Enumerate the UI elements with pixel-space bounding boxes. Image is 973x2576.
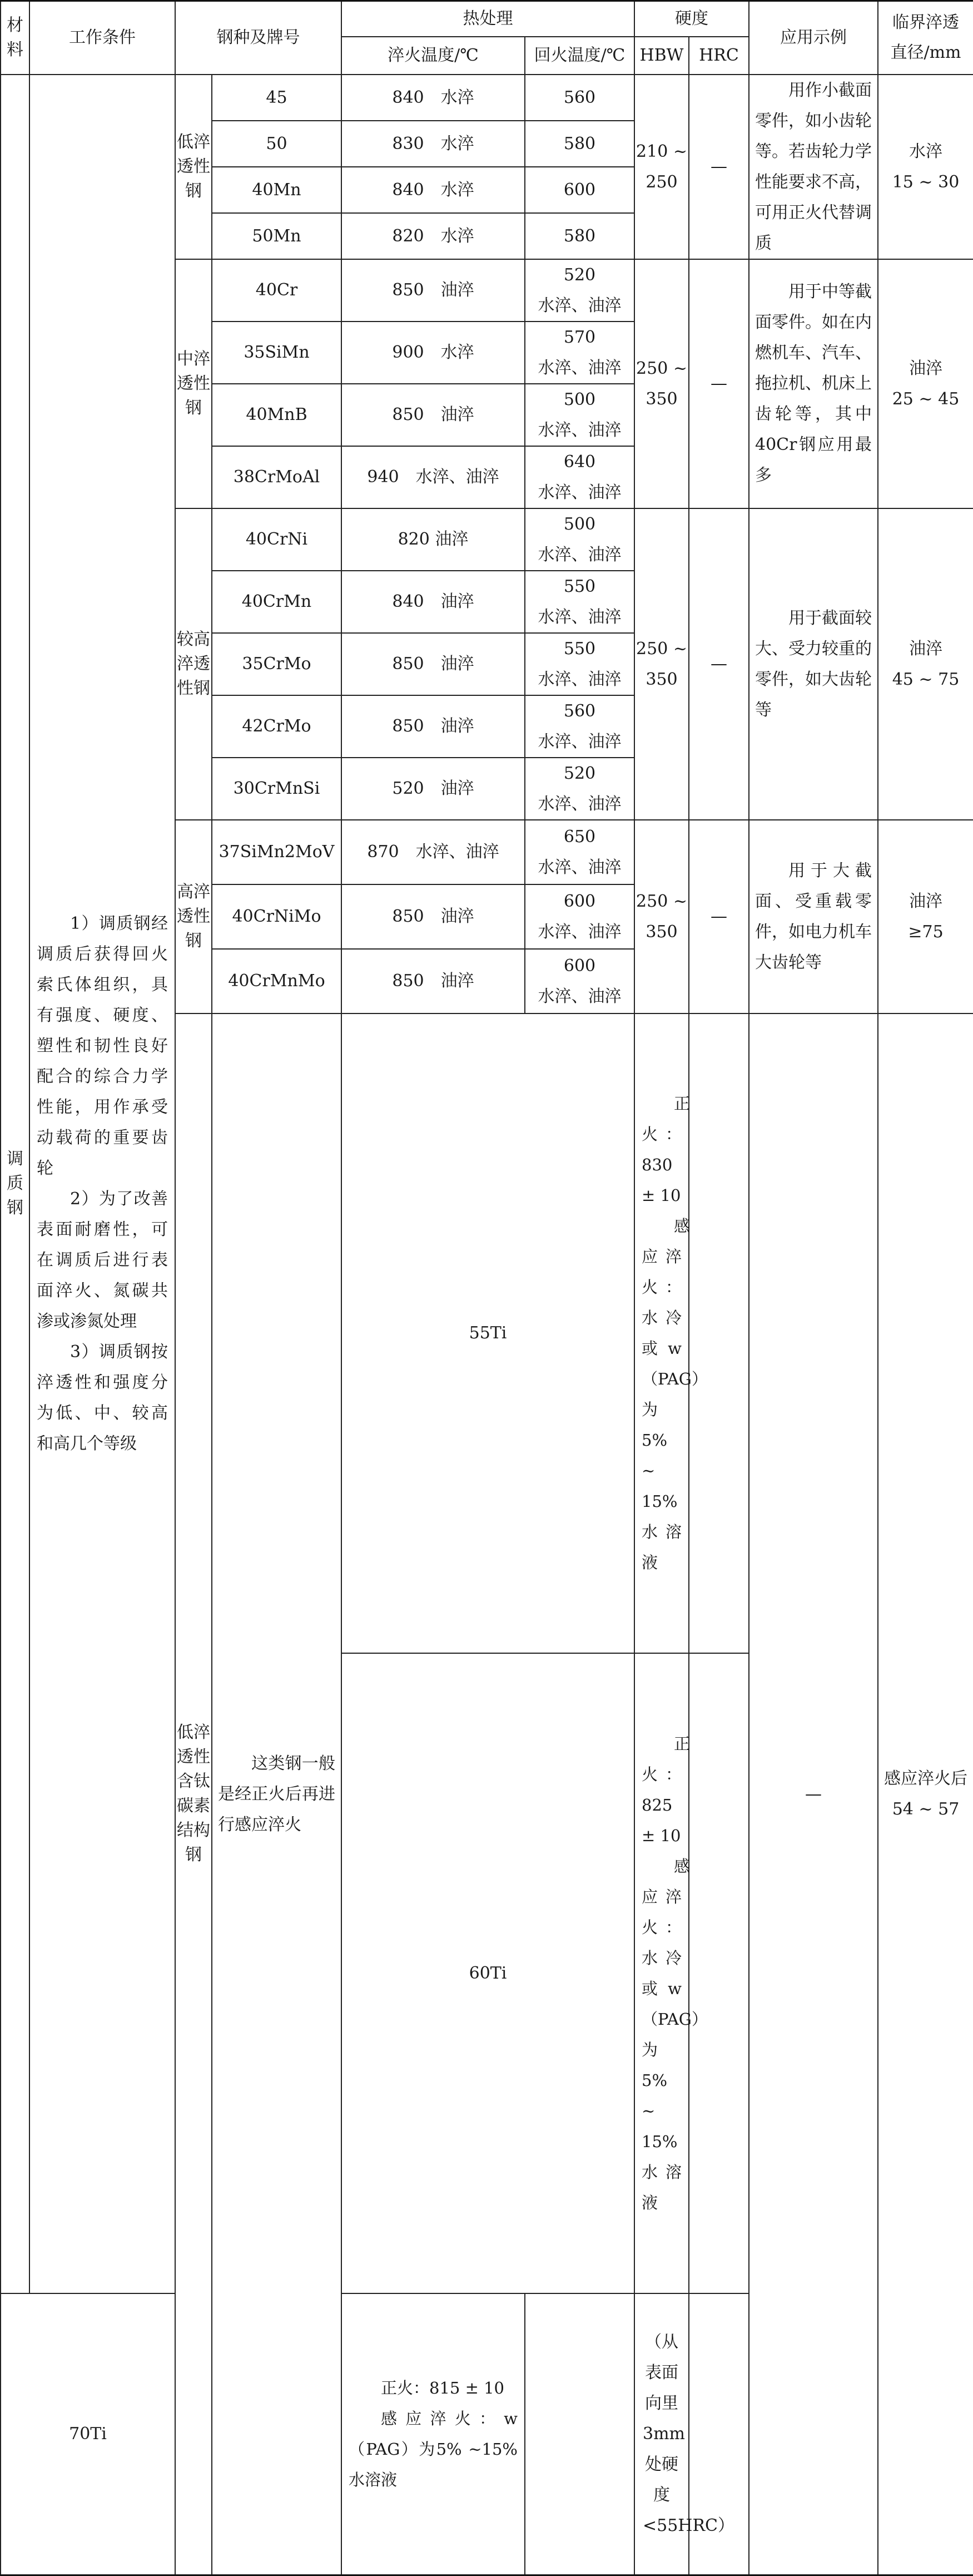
header-conditions: 工作条件 bbox=[29, 1, 175, 75]
quench-cell: 850 油淬 bbox=[341, 884, 525, 949]
temper-cell: 560 水淬、油淬 bbox=[525, 695, 634, 758]
conditions-para-2: 2）为了改善表面耐磨性，可在调质后进行表面淬火、氮碳共渗或渗氮处理 bbox=[37, 1189, 168, 1332]
quench-cell: 840 水淬 bbox=[341, 167, 525, 213]
header-grade: 钢种及牌号 bbox=[175, 1, 341, 75]
temper-cell-empty bbox=[689, 1653, 749, 2293]
temper-cell: 650 水淬、油淬 bbox=[525, 820, 634, 884]
critical-cell: 油淬 ≥75 bbox=[878, 820, 973, 1013]
application-cell: 用于大截面、受重载零件，如电力机车大齿轮等 bbox=[749, 820, 878, 1013]
grade-cell: 40CrNiMo bbox=[212, 884, 341, 949]
header-application: 应用示例 bbox=[749, 1, 878, 75]
hrc-cell: 感应淬火后 54 ~ 57 bbox=[878, 1013, 973, 2575]
hbw-cell: — bbox=[749, 1013, 878, 2575]
quench-cell: 850 油淬 bbox=[341, 384, 525, 446]
category-low: 低淬透性钢 bbox=[175, 75, 212, 259]
grade-cell: 40CrMnMo bbox=[212, 949, 341, 1013]
section-conditions-quenched bbox=[29, 75, 175, 2294]
category-high: 高淬透性钢 bbox=[175, 820, 212, 1013]
quench-cell: 820 油淬 bbox=[341, 508, 525, 571]
temper-cell: 600 水淬、油淬 bbox=[525, 949, 634, 1013]
temper-cell: 600 bbox=[525, 167, 634, 213]
grade-cell: 55Ti bbox=[341, 1013, 634, 1654]
grade-cell: 40Mn bbox=[212, 167, 341, 213]
temper-cell: 520 水淬、油淬 bbox=[525, 259, 634, 322]
temper-cell-empty bbox=[689, 1013, 749, 1654]
critical-cell: 水淬 15 ~ 30 bbox=[878, 75, 973, 259]
header-quench-temp: 淬火温度/℃ bbox=[341, 37, 525, 75]
quench-cell: 850 油淬 bbox=[341, 259, 525, 322]
hrc-cell: — bbox=[689, 820, 749, 1013]
quench-cell: 520 油淬 bbox=[341, 758, 525, 820]
section-material-ti: 低淬透性含钛碳素结构钢 bbox=[175, 1013, 212, 2575]
temper-cell: 580 bbox=[525, 121, 634, 167]
temper-cell: 640 水淬、油淬 bbox=[525, 446, 634, 508]
temper-cell: 550 水淬、油淬 bbox=[525, 633, 634, 695]
grade-cell: 40Cr bbox=[212, 259, 341, 322]
application-cell: 用于截面较大、受力较重的零件，如大齿轮等 bbox=[749, 508, 878, 820]
header-heat: 热处理 bbox=[341, 1, 634, 37]
critical-cell: 油淬 25 ~ 45 bbox=[878, 259, 973, 508]
header-critical: 临界淬透直径/mm bbox=[878, 1, 973, 75]
temper-cell: 500 水淬、油淬 bbox=[525, 508, 634, 571]
temper-cell: 520 水淬、油淬 bbox=[525, 758, 634, 820]
header-temper-temp: 回火温度/℃ bbox=[525, 37, 634, 75]
grade-cell: 70Ti bbox=[1, 2293, 175, 2575]
quench-cell: 940 水淬、油淬 bbox=[341, 446, 525, 508]
temper-cell: 570 水淬、油淬 bbox=[525, 322, 634, 384]
temper-cell-empty bbox=[525, 2293, 634, 2575]
temper-cell: 600 水淬、油淬 bbox=[525, 884, 634, 949]
critical-cell: （从表面向里3mm处硬度<55HRC） bbox=[634, 2293, 689, 2575]
application-cell: 用作小截面零件，如小齿轮等。若齿轮力学性能要求不高，可用正火代替调质 bbox=[749, 75, 878, 259]
hrc-cell: — bbox=[689, 508, 749, 820]
heat-treatment-cell: 正火：825 ± 10 感应淬火：水冷或 w（PAG）为 5% ~ 15% 水溶液 bbox=[634, 1653, 689, 2293]
quench-cell: 840 油淬 bbox=[341, 571, 525, 633]
grade-cell: 35SiMn bbox=[212, 322, 341, 384]
header-hbw: HBW bbox=[634, 37, 689, 75]
conditions-para-3: 3）调质钢按淬透性和强度分为低、中、较高和高几个等级 bbox=[37, 1342, 168, 1454]
header-hrc: HRC bbox=[689, 37, 749, 75]
hbw-cell: 250 ~ 350 bbox=[634, 508, 689, 820]
category-higher: 较高淬透性钢 bbox=[175, 508, 212, 820]
quench-cell: 840 水淬 bbox=[341, 75, 525, 121]
hbw-cell: 250 ~ 350 bbox=[634, 820, 689, 1013]
temper-cell: 550 水淬、油淬 bbox=[525, 571, 634, 633]
hrc-cell: — bbox=[689, 75, 749, 259]
quench-cell: 850 油淬 bbox=[341, 633, 525, 695]
hrc-cell: — bbox=[689, 259, 749, 508]
quench-cell: 900 水淬 bbox=[341, 322, 525, 384]
grade-cell: 30CrMnSi bbox=[212, 758, 341, 820]
quench-cell: 830 水淬 bbox=[341, 121, 525, 167]
temper-cell: 560 bbox=[525, 75, 634, 121]
temper-cell: 580 bbox=[525, 213, 634, 259]
grade-cell: 42CrMo bbox=[212, 695, 341, 758]
grade-cell: 37SiMn2MoV bbox=[212, 820, 341, 884]
grade-cell: 50Mn bbox=[212, 213, 341, 259]
quench-cell: 820 水淬 bbox=[341, 213, 525, 259]
category-medium: 中淬透性钢 bbox=[175, 259, 212, 508]
hbw-cell: 210 ~ 250 bbox=[634, 75, 689, 259]
header-hardness: 硬度 bbox=[634, 1, 749, 37]
grade-cell: 45 bbox=[212, 75, 341, 121]
quench-cell: 870 水淬、油淬 bbox=[341, 820, 525, 884]
critical-cell: 油淬 45 ~ 75 bbox=[878, 508, 973, 820]
temper-cell: 500 水淬、油淬 bbox=[525, 384, 634, 446]
grade-cell: 35CrMo bbox=[212, 633, 341, 695]
grade-cell: 40CrNi bbox=[212, 508, 341, 571]
conditions-para-1: 1）调质钢经调质后获得回火索氏体组织，具有强度、硬度、塑性和韧性良好配合的综合力学性能，用作承受动载荷的重要齿轮 bbox=[37, 914, 168, 1179]
section-conditions-ti: 这类钢一般是经正火后再进行感应淬火 bbox=[212, 1013, 341, 2575]
heat-treatment-cell: 正火：830 ± 10 感应淬火：水冷或 w（PAG）为 5% ~ 15% 水溶液 bbox=[634, 1013, 689, 1654]
heat-treatment-cell: 正火：815 ± 10 感应淬火：w（PAG）为5% ~15% 水溶液 bbox=[341, 2293, 525, 2575]
section-material-quenched: 调质钢 bbox=[1, 75, 29, 2294]
grade-cell: 50 bbox=[212, 121, 341, 167]
grade-cell: 60Ti bbox=[341, 1653, 634, 2293]
quench-cell: 850 油淬 bbox=[341, 695, 525, 758]
hbw-cell: 250 ~ 350 bbox=[634, 259, 689, 508]
grade-cell: 40MnB bbox=[212, 384, 341, 446]
quench-cell: 850 油淬 bbox=[341, 949, 525, 1013]
grade-cell: 38CrMoAl bbox=[212, 446, 341, 508]
header-material: 材料 bbox=[1, 1, 29, 75]
application-cell: 用于中等截面零件。如在内燃机车、汽车、拖拉机、机床上齿轮等，其中40Cr钢应用最多 bbox=[749, 259, 878, 508]
grade-cell: 40CrMn bbox=[212, 571, 341, 633]
